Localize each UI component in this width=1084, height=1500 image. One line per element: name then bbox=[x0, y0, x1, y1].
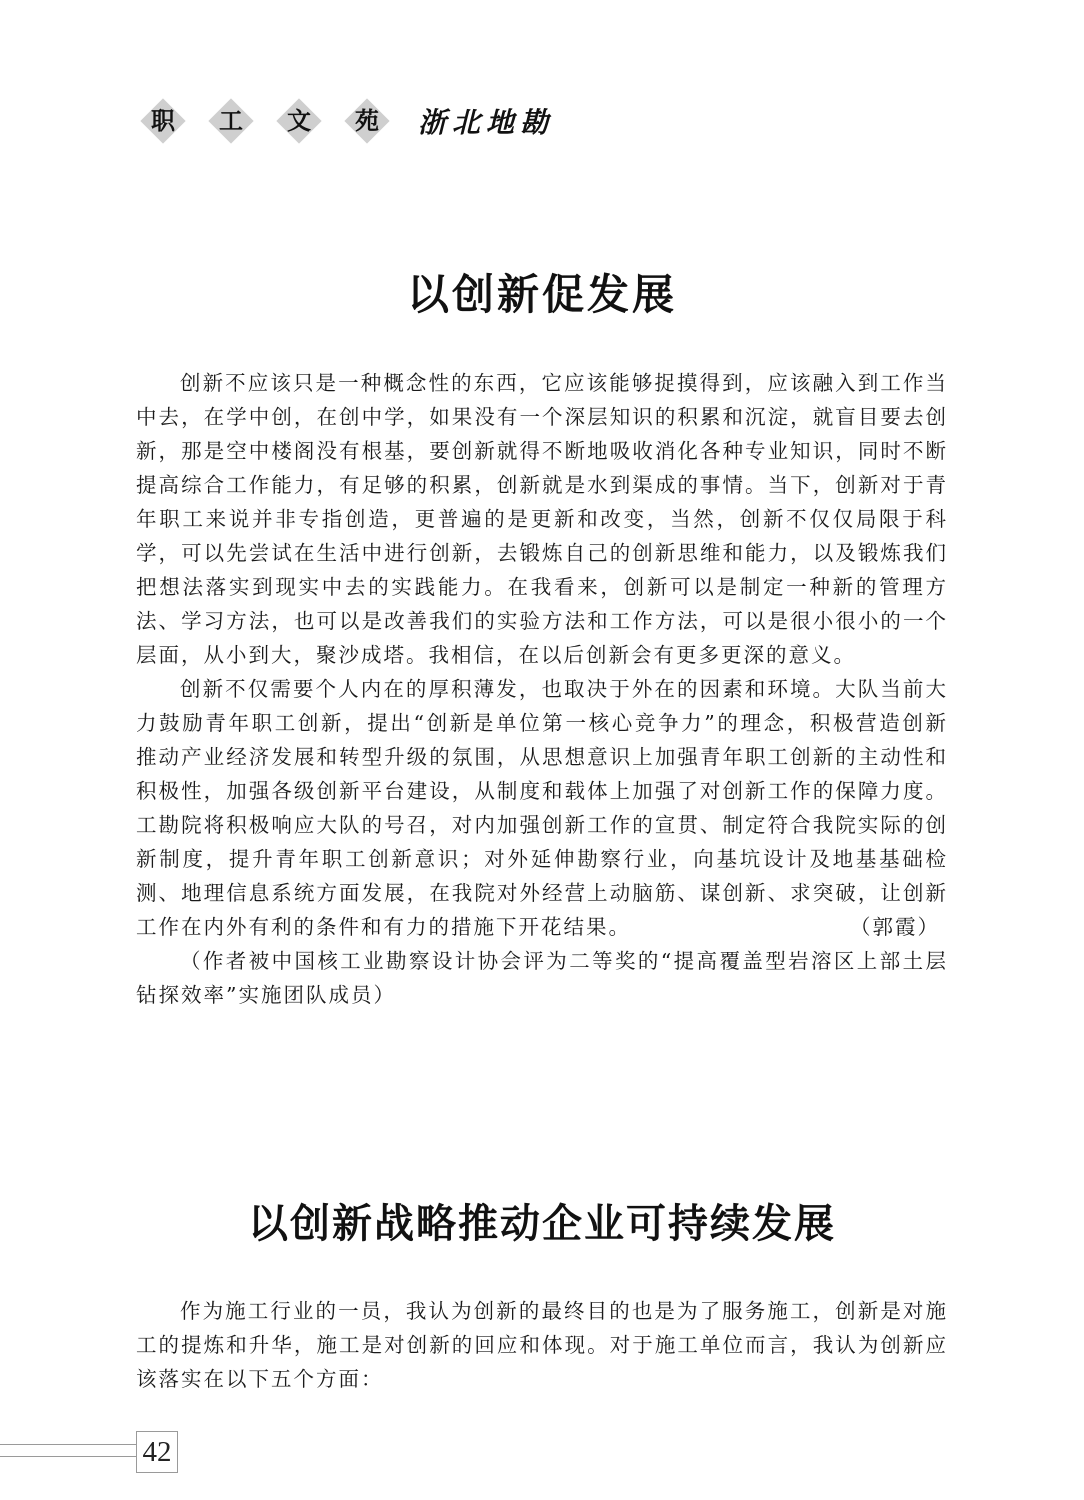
article-2-body bbox=[136, 1294, 948, 1396]
header-tile bbox=[206, 96, 256, 146]
header-tile bbox=[138, 96, 188, 146]
header-char: 苑 bbox=[355, 106, 379, 135]
publication-name: 浙北地勘 bbox=[418, 106, 555, 139]
article-1-paragraph-1: 创新不应该只是一种概念性的东西，它应该能够捉摸得到，应该融入到工作当中去，在学中创，在创中学，如果没有一个深层知识的积累和沉淀，就盲目要去创新，那是空中楼阁没有根基，要创新就得不断地吸收消化各种专业知识，同时不断提高综合工作能力，有足够的积累，创新就是水到渠成的事情。当下，创新对于青年职工来说并非专指创造，更普遍的是更新和改变，当然，创新不仅仅局限于科学，可以先尝试在生活中进行创新，去锻炼自己的创新思维和能力，以及锻炼我们把想法落实到现实中去的实践能力。在我看来，创新可以是制定一种新的管理方法、学习方法，也可以是改善我们的实验方法和工作方法，可以是很小很小的一个层面，从小到大，聚沙成塔。我相信，在以后创新会有更多更深的意义。 bbox=[136, 371, 948, 667]
article-1-title: 以创新促发展 bbox=[406, 270, 677, 319]
article-1-author: （郭霞） bbox=[850, 915, 940, 939]
section-header bbox=[138, 96, 554, 146]
header-tile bbox=[274, 96, 324, 146]
article-1-paragraph-2-text: 创新不仅需要个人内在的厚积薄发，也取决于外在的因素和环境。大队当前大力鼓励青年职工创新，提出“创新是单位第一核心竞争力”的理念，积极营造创新推动产业经济发展和转型升级的氛围，从思想意识上加强青年职工创新的主动性和积极性，加强各级创新平台建设，从制度和载体上加强了对创新工作的保障力度。工勘院将积极响应大队的号召，对内加强创新工作的宣贯、制定符合我院实际的创新制度，提升青年职工创新意识；对外延伸勘察行业，向基坑设计及地基基础检测、地理信息系统方面发展，在我院对外经营上动脑筋、谋创新、求突破，让创新工作在内外有利的条件和有力的措施下开花结果。 bbox=[136, 677, 948, 939]
page-number: 42 bbox=[136, 1431, 178, 1473]
header-char: 职 bbox=[151, 106, 175, 135]
article-1-body bbox=[136, 366, 948, 1012]
article-1-author-note: （作者被中国核工业勘察设计协会评为二等奖的“提高覆盖型岩溶区上部土层钻探效率”实施团队成员） bbox=[136, 949, 948, 1007]
page-number-rule bbox=[0, 1444, 136, 1457]
header-char: 文 bbox=[287, 106, 311, 135]
article-2-title: 以创新战略推动企业可持续发展 bbox=[248, 1201, 836, 1247]
header-char: 工 bbox=[219, 106, 243, 135]
article-2-paragraph-1: 作为施工行业的一员，我认为创新的最终目的也是为了服务施工，创新是对施工的提炼和升华，施工是对创新的回应和体现。对于施工单位而言，我认为创新应该落实在以下五个方面： bbox=[136, 1299, 948, 1391]
header-tile bbox=[342, 96, 392, 146]
article-1-paragraph-2 bbox=[136, 672, 948, 944]
